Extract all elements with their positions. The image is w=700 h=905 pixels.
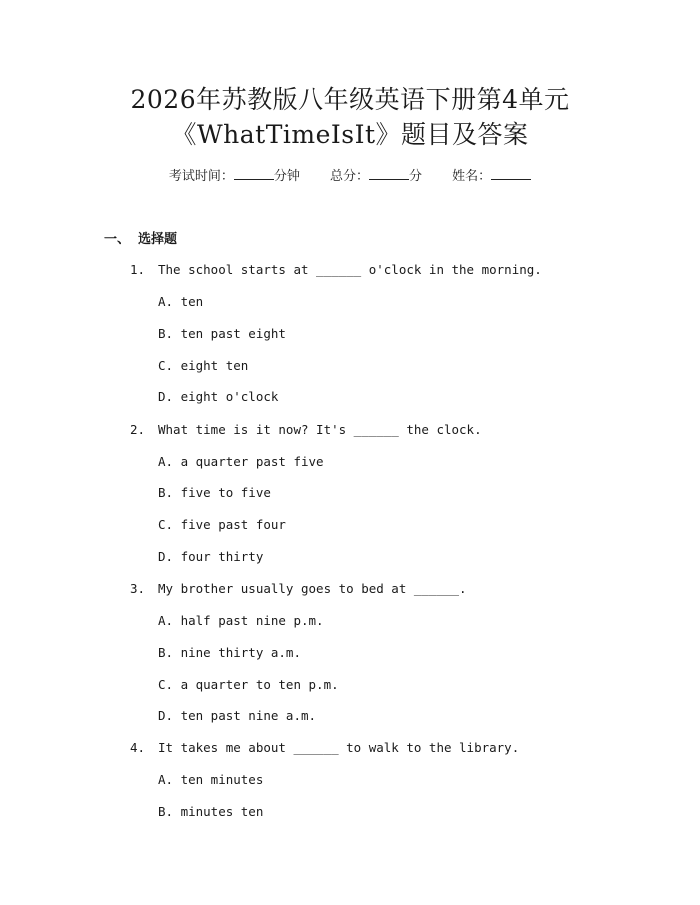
- question-text: It takes me about ______ to walk to the library.: [158, 740, 520, 755]
- exam-time-blank: [234, 167, 274, 180]
- question-text: My brother usually goes to bed at ______.: [158, 581, 467, 596]
- option-3b: B. nine thirty a.m.: [158, 645, 301, 660]
- question-3: [130, 579, 467, 599]
- document-title-line-1: 2026年苏教版八年级英语下册第4单元: [130, 85, 570, 114]
- student-name-field: [452, 169, 531, 184]
- option-3c: C. a quarter to ten p.m.: [158, 677, 339, 692]
- option-4a: A. ten minutes: [158, 772, 264, 787]
- option-2a: A. a quarter past five: [158, 454, 324, 469]
- total-score-label: 总分：: [329, 169, 369, 184]
- question-number: 3.: [130, 581, 146, 596]
- option-2b: B. five to five: [158, 485, 271, 500]
- exam-meta-row: [0, 167, 700, 187]
- option-1b: B. ten past eight: [158, 326, 286, 341]
- section-title: 选择题: [138, 232, 178, 247]
- option-3a: A. half past nine p.m.: [158, 613, 324, 628]
- option-1c: C. eight ten: [158, 358, 249, 373]
- option-1d: D. eight o'clock: [158, 389, 279, 404]
- option-4b: B. minutes ten: [158, 804, 264, 819]
- exam-time-label: 考试时间：: [168, 169, 234, 184]
- question-number: 4.: [130, 740, 146, 755]
- question-text: The school starts at ______ o'clock in the morning.: [158, 262, 542, 277]
- section-number: 一、: [104, 232, 131, 247]
- total-score-unit: 分: [409, 169, 423, 184]
- option-2d: D. four thirty: [158, 549, 264, 564]
- option-1a: A. ten: [158, 294, 204, 309]
- student-name-blank: [491, 167, 531, 180]
- student-name-label: 姓名：: [452, 169, 492, 184]
- section-heading: [104, 230, 177, 250]
- document-title-line-2: 《WhatTimeIsIt》题目及答案: [171, 120, 529, 149]
- exam-time-field: [169, 169, 300, 184]
- question-4: [130, 738, 519, 758]
- exam-time-unit: 分钟: [273, 169, 300, 184]
- question-2: [130, 420, 482, 440]
- question-number: 2.: [130, 422, 146, 437]
- question-text: What time is it now? It's ______ the clock.: [158, 422, 482, 437]
- option-3d: D. ten past nine a.m.: [158, 708, 317, 723]
- option-2c: C. five past four: [158, 517, 286, 532]
- total-score-blank: [369, 167, 409, 180]
- total-score-field: [330, 169, 422, 184]
- question-1: [130, 260, 542, 280]
- question-number: 1.: [130, 262, 146, 277]
